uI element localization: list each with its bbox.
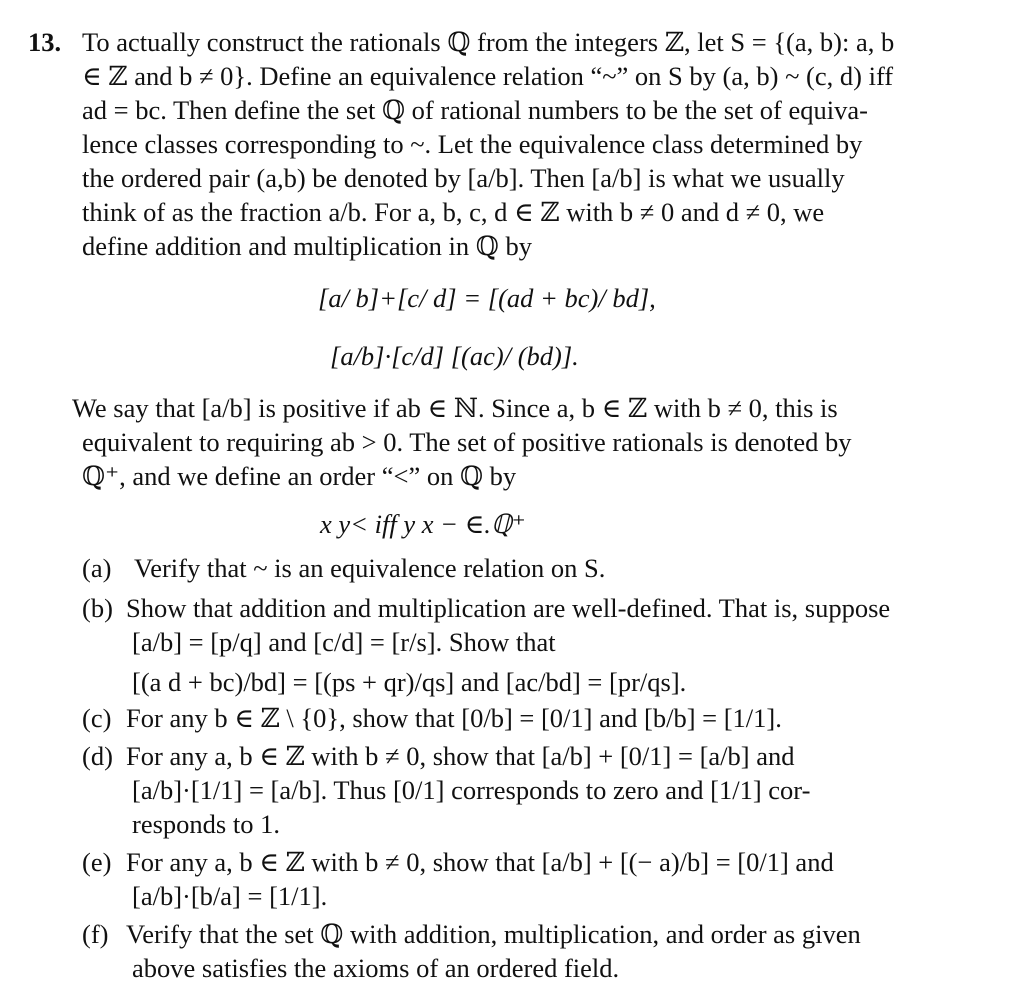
- part-f-line-2: above satisfies the axioms of an ordered field.: [132, 953, 620, 983]
- intro-line-5: the ordered pair (a,b) be denoted by [a/b]. Then [a/b] is what we usually: [82, 163, 845, 193]
- part-f-label: (f): [82, 919, 109, 949]
- intro-line-2: ∈ ℤ and b ≠ 0}. Define an equivalence relation “~” on S by (a, b) ~ (c, d) iff: [82, 61, 894, 91]
- intro-line-6: think of as the fraction a/b. For a, b, c, d ∈ ℤ with b ≠ 0 and d ≠ 0, we: [82, 197, 825, 227]
- part-c-label: (c): [82, 703, 112, 733]
- part-f-line-1: Verify that the set ℚ with addition, multiplication, and order as given: [126, 919, 861, 949]
- part-b-line-3: [(a d + bc)/bd] = [(ps + qr)/qs] and [ac/bd] = [pr/qs].: [132, 667, 687, 697]
- part-d-line-2: [a/b]·[1/1] = [a/b]. Thus [0/1] corresponds to zero and [1/1] cor-: [132, 775, 811, 805]
- intro-line-3: ad = bc. Then define the set ℚ of rational numbers to be the set of equiva-: [82, 95, 868, 125]
- part-d-line-3: responds to 1.: [132, 809, 280, 839]
- positive-line-1: We say that [a/b] is positive if ab ∈ ℕ. Since a, b ∈ ℤ with b ≠ 0, this is: [72, 393, 838, 423]
- part-e-line-1: For any a, b ∈ ℤ with b ≠ 0, show that [a/b] + [(− a)/b] = [0/1] and: [126, 847, 834, 877]
- part-d-line-1: For any a, b ∈ ℤ with b ≠ 0, show that [a/b] + [0/1] = [a/b] and: [126, 741, 795, 771]
- part-b-line-1: Show that addition and multiplication are well-defined. That is, suppose: [126, 593, 891, 623]
- part-e-label: (e): [82, 847, 112, 877]
- equation-multiplication: [a/b]·[c/d] [(ac)/ (bd)].: [330, 341, 579, 371]
- problem-number: 13.: [28, 27, 62, 57]
- order-definition: x y< iff y x − ∈.ℚ⁺: [320, 509, 526, 539]
- part-c-line-1: For any b ∈ ℤ \ {0}, show that [0/b] = [0/1] and [b/b] = [1/1].: [126, 703, 782, 733]
- part-e-line-2: [a/b]·[b/a] = [1/1].: [132, 881, 328, 911]
- part-b-label: (b): [82, 593, 113, 623]
- part-d-label: (d): [82, 741, 113, 771]
- intro-line-1: To actually construct the rationals ℚ from the integers ℤ, let S = {(a, b): a, b: [82, 27, 895, 57]
- positive-line-2: equivalent to requiring ab > 0. The set of positive rationals is denoted by: [82, 427, 852, 457]
- intro-line-7: define addition and multiplication in ℚ by: [82, 231, 532, 261]
- intro-line-4: lence classes corresponding to ~. Let the equivalence class determined by: [82, 129, 863, 159]
- part-a-line-1: Verify that ~ is an equivalence relation on S.: [134, 553, 606, 583]
- equation-addition: [a/ b]+[c/ d] = [(ad + bc)/ bd],: [318, 283, 656, 313]
- part-a-label: (a): [82, 553, 112, 583]
- positive-line-3: ℚ⁺, and we define an order “<” on ℚ by: [82, 461, 517, 491]
- part-b-line-2: [a/b] = [p/q] and [c/d] = [r/s]. Show that: [132, 627, 556, 657]
